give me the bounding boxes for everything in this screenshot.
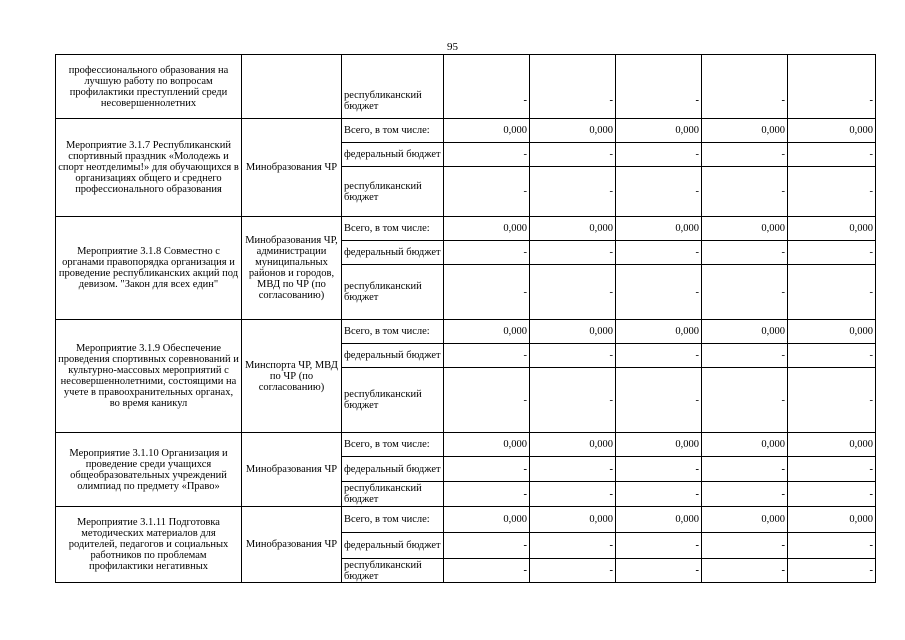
activity-executor: Минобразования ЧР — [242, 507, 342, 583]
activity-name: Мероприятие 3.1.10 Организация и проведение среди учащихся общеобразовательных учреждений олимпиад по предмету «Право» — [56, 433, 242, 507]
value-cell: - — [616, 265, 702, 320]
value-cell: - — [702, 167, 788, 217]
activity-executor — [242, 55, 342, 119]
activity-name: Мероприятие 3.1.9 Обеспечение проведения спортивных соревнований и культурно-массовых мероприятий с несовершеннолетними, состоящими на учете в правоохранительных органах, во время каникул — [56, 320, 242, 433]
value-cell: - — [616, 368, 702, 433]
value-cell: - — [616, 84, 702, 119]
value-cell: 0,000 — [444, 507, 530, 533]
funding-source-republic: республиканский бюджет — [342, 84, 444, 119]
table-row — [56, 55, 876, 84]
value-cell: - — [444, 84, 530, 119]
value-cell: - — [616, 241, 702, 265]
value-cell: - — [702, 457, 788, 482]
value-cell: 0,000 — [702, 320, 788, 344]
value-cell: 0,000 — [788, 433, 876, 457]
value-cell: - — [444, 457, 530, 482]
value-cell: - — [702, 559, 788, 583]
value-cell: 0,000 — [530, 433, 616, 457]
value-cell: - — [788, 344, 876, 368]
value-cell: - — [444, 167, 530, 217]
value-cell: 0,000 — [702, 507, 788, 533]
value-cell: - — [788, 457, 876, 482]
funding-source-total: Всего, в том числе: — [342, 119, 444, 143]
value-cell: - — [788, 143, 876, 167]
table-row — [56, 119, 876, 143]
funding-source-federal: федеральный бюджет — [342, 457, 444, 482]
value-cell: - — [530, 457, 616, 482]
funding-source-total: Всего, в том числе: — [342, 433, 444, 457]
page-number: 95 — [447, 41, 458, 53]
value-cell: - — [702, 533, 788, 559]
value-cell: - — [788, 265, 876, 320]
value-cell: 0,000 — [616, 507, 702, 533]
funding-source-republic: республиканский бюджет — [342, 368, 444, 433]
value-cell: 0,000 — [702, 217, 788, 241]
activity-executor: Минобразования ЧР, администрации муниципальных районов и городов, МВД по ЧР (по согласованию) — [242, 217, 342, 320]
value-cell: - — [616, 143, 702, 167]
value-cell: - — [702, 241, 788, 265]
value-cell: - — [444, 265, 530, 320]
value-cell: - — [616, 457, 702, 482]
value-cell: 0,000 — [616, 433, 702, 457]
activity-executor: Минобразования ЧР — [242, 119, 342, 217]
value-cell: - — [702, 84, 788, 119]
value-cell: 0,000 — [530, 507, 616, 533]
value-cell: - — [702, 368, 788, 433]
value-cell: - — [530, 559, 616, 583]
activity-executor: Минобразования ЧР — [242, 433, 342, 507]
value-cell: 0,000 — [444, 320, 530, 344]
value-cell: 0,000 — [788, 217, 876, 241]
value-cell: - — [616, 167, 702, 217]
value-cell: - — [530, 265, 616, 320]
value-cell: 0,000 — [788, 320, 876, 344]
value-cell: 0,000 — [530, 217, 616, 241]
value-cell: 0,000 — [616, 119, 702, 143]
activity-name: Мероприятие 3.1.11 Подготовка методических материалов для родителей, педагогов и социальных работников по проблемам профилактики негативных — [56, 507, 242, 583]
value-cell: 0,000 — [444, 217, 530, 241]
value-cell: - — [788, 241, 876, 265]
value-cell: - — [444, 559, 530, 583]
funding-source-republic: республиканский бюджет — [342, 167, 444, 217]
activity-name: Мероприятие 3.1.8 Совместно с органами правопорядка организация и проведение республиканских акций под девизом. "Закон для всех един" — [56, 217, 242, 320]
table-row — [56, 507, 876, 533]
table-row — [56, 320, 876, 344]
value-cell: 0,000 — [444, 119, 530, 143]
value-cell: 0,000 — [788, 119, 876, 143]
value-cell: - — [530, 84, 616, 119]
value-cell: - — [530, 241, 616, 265]
value-cell: - — [616, 533, 702, 559]
funding-source-total: Всего, в том числе: — [342, 507, 444, 533]
value-cell: - — [444, 344, 530, 368]
value-cell: - — [530, 143, 616, 167]
value-cell: - — [702, 143, 788, 167]
value-cell: - — [530, 482, 616, 507]
funding-source-total: Всего, в том числе: — [342, 217, 444, 241]
funding-source-republic: республиканский бюджет — [342, 265, 444, 320]
funding-source-federal: федеральный бюджет — [342, 241, 444, 265]
funding-source-federal: федеральный бюджет — [342, 344, 444, 368]
funding-source-republic: республиканский бюджет — [342, 482, 444, 507]
value-cell: - — [444, 533, 530, 559]
value-cell: - — [788, 84, 876, 119]
value-cell: 0,000 — [702, 119, 788, 143]
value-cell: 0,000 — [788, 507, 876, 533]
value-cell: - — [702, 344, 788, 368]
funding-source-republic: республиканский бюджет — [342, 559, 444, 583]
value-cell: 0,000 — [444, 433, 530, 457]
table-row — [56, 217, 876, 241]
value-cell: - — [530, 344, 616, 368]
value-cell: - — [788, 533, 876, 559]
activity-name: профессионального образования на лучшую работу по вопросам профилактики преступлений среди несовершеннолетних — [56, 55, 242, 119]
activity-executor: Минспорта ЧР, МВД по ЧР (по согласованию) — [242, 320, 342, 433]
value-cell: - — [530, 368, 616, 433]
funding-source-total: Всего, в том числе: — [342, 320, 444, 344]
value-cell: - — [788, 167, 876, 217]
value-cell: - — [444, 143, 530, 167]
value-cell: - — [530, 533, 616, 559]
value-cell: - — [444, 368, 530, 433]
value-cell: 0,000 — [530, 320, 616, 344]
value-cell: - — [702, 482, 788, 507]
value-cell: - — [616, 559, 702, 583]
funding-source-federal: федеральный бюджет — [342, 533, 444, 559]
table-row — [56, 433, 876, 457]
value-cell: - — [616, 344, 702, 368]
value-cell: 0,000 — [702, 433, 788, 457]
value-cell: - — [702, 265, 788, 320]
value-cell: 0,000 — [616, 217, 702, 241]
value-cell: - — [788, 368, 876, 433]
value-cell: 0,000 — [530, 119, 616, 143]
value-cell: - — [788, 559, 876, 583]
funding-source-federal: федеральный бюджет — [342, 143, 444, 167]
value-cell: - — [530, 167, 616, 217]
value-cell: 0,000 — [616, 320, 702, 344]
program-activities-table — [55, 54, 876, 583]
value-cell: - — [616, 482, 702, 507]
value-cell: - — [444, 482, 530, 507]
activity-name: Мероприятие 3.1.7 Республиканский спортивный праздник «Молодежь и спорт неотделимы!» для обучающихся в организациях общего и среднего профессионального образования — [56, 119, 242, 217]
value-cell: - — [788, 482, 876, 507]
value-cell: - — [444, 241, 530, 265]
